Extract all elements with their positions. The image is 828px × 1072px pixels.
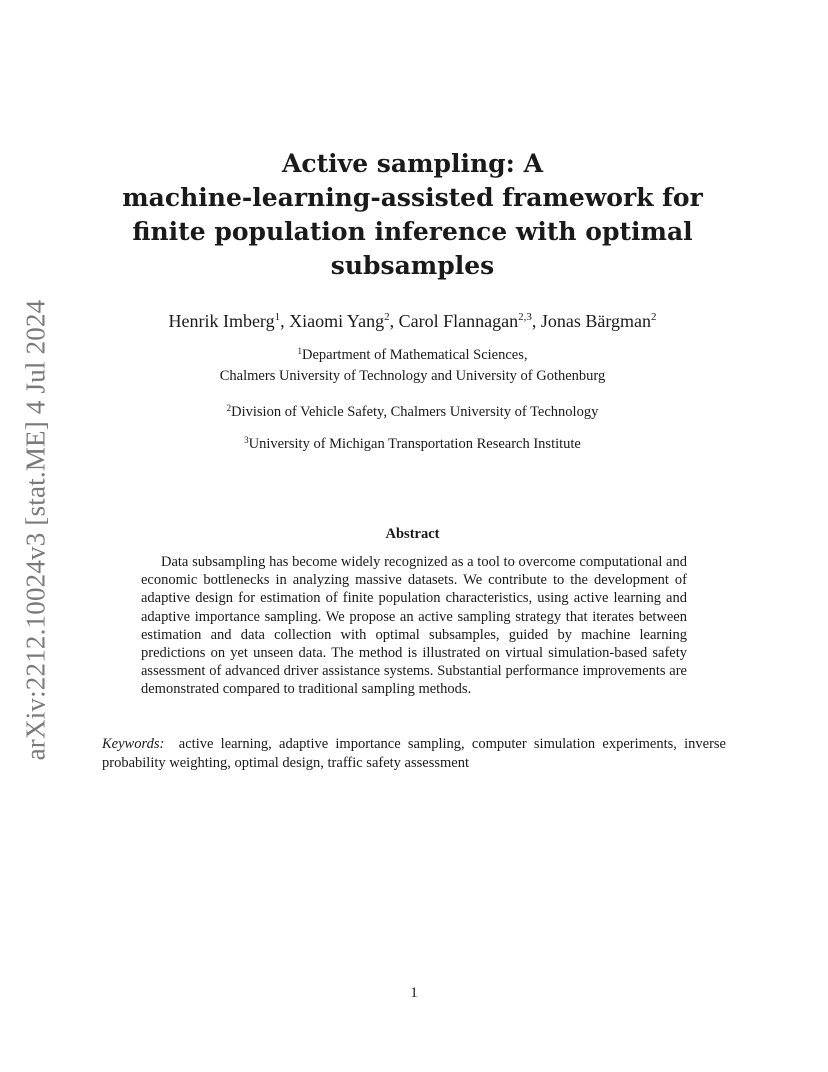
keywords (102, 735, 726, 772)
author-name: Henrik Imberg (168, 311, 275, 331)
author-list: Henrik Imberg$^1$, Xiaomi Yang$^2$, Carol Flannagan$^{2,3}$, Jonas Bärgman$^2$ (168, 311, 657, 331)
affiliation-mark: 2 (226, 403, 232, 413)
affiliation-text: Department of Mathematical Sciences, (302, 347, 528, 363)
author-affil-mark: 2 (384, 311, 390, 323)
affiliation-mark: 1 (297, 346, 303, 356)
affiliation-2 (80, 398, 745, 422)
abstract-text: Data subsampling has become widely recognized as a tool to overcome computational and economic bottlenecks in analyzing massive datasets. We contribute to the development of adaptive design for estimation of finite population characteristics, using active learning and adaptive importance sampling. We propose an active sampling strategy that iterates between estimation and data collection with optimal subsamples, guided by machine learning predictions on yet unseen data. The method is illustrated on virtual simulation-based safety assessment of advanced driver assistance systems. Substantial performance improvements are demonstrated compared to traditional sampling methods. (141, 554, 687, 698)
keywords-text: active learning, adaptive importance sampling, computer simulation experiments, inverse probability weighting, optimal design, traffic safety assessment (102, 736, 726, 771)
author-affil-mark: 2,3 (518, 311, 532, 323)
paper-title (100, 147, 725, 283)
arxiv-identifier: arXiv:2212.10024v3 [stat.ME] 4 Jul 2024 (20, 299, 51, 761)
title-line: finite population inference with optimal (132, 217, 693, 246)
title-line: subsamples (330, 251, 495, 280)
affiliation-mark: 3 (244, 435, 249, 445)
title-line: Active sampling: A (282, 149, 543, 178)
abstract-heading: Abstract (385, 526, 440, 542)
affiliation-1 (80, 341, 745, 365)
affiliation-text: Chalmers University of Technology and University of Gothenburg (219, 368, 606, 384)
affiliation-3 (80, 430, 745, 454)
title-line: machine-learning-assisted framework for (122, 183, 703, 212)
keywords-label: Keywords: (102, 736, 165, 752)
affiliation-text: University of Michigan Transportation Research Institute (248, 436, 581, 452)
affiliation-1-continued (80, 366, 745, 386)
author-name: Carol Flannagan (398, 311, 519, 331)
affiliation-text: Division of Vehicle Safety, Chalmers University of Technology (231, 404, 599, 420)
author-name: Jonas Bärgman (540, 311, 652, 331)
page-number: 1 (410, 985, 418, 1001)
author-name: Xiaomi Yang (289, 311, 385, 331)
author-affil-mark: 2 (651, 311, 657, 323)
author-affil-mark: 1 (274, 311, 281, 323)
